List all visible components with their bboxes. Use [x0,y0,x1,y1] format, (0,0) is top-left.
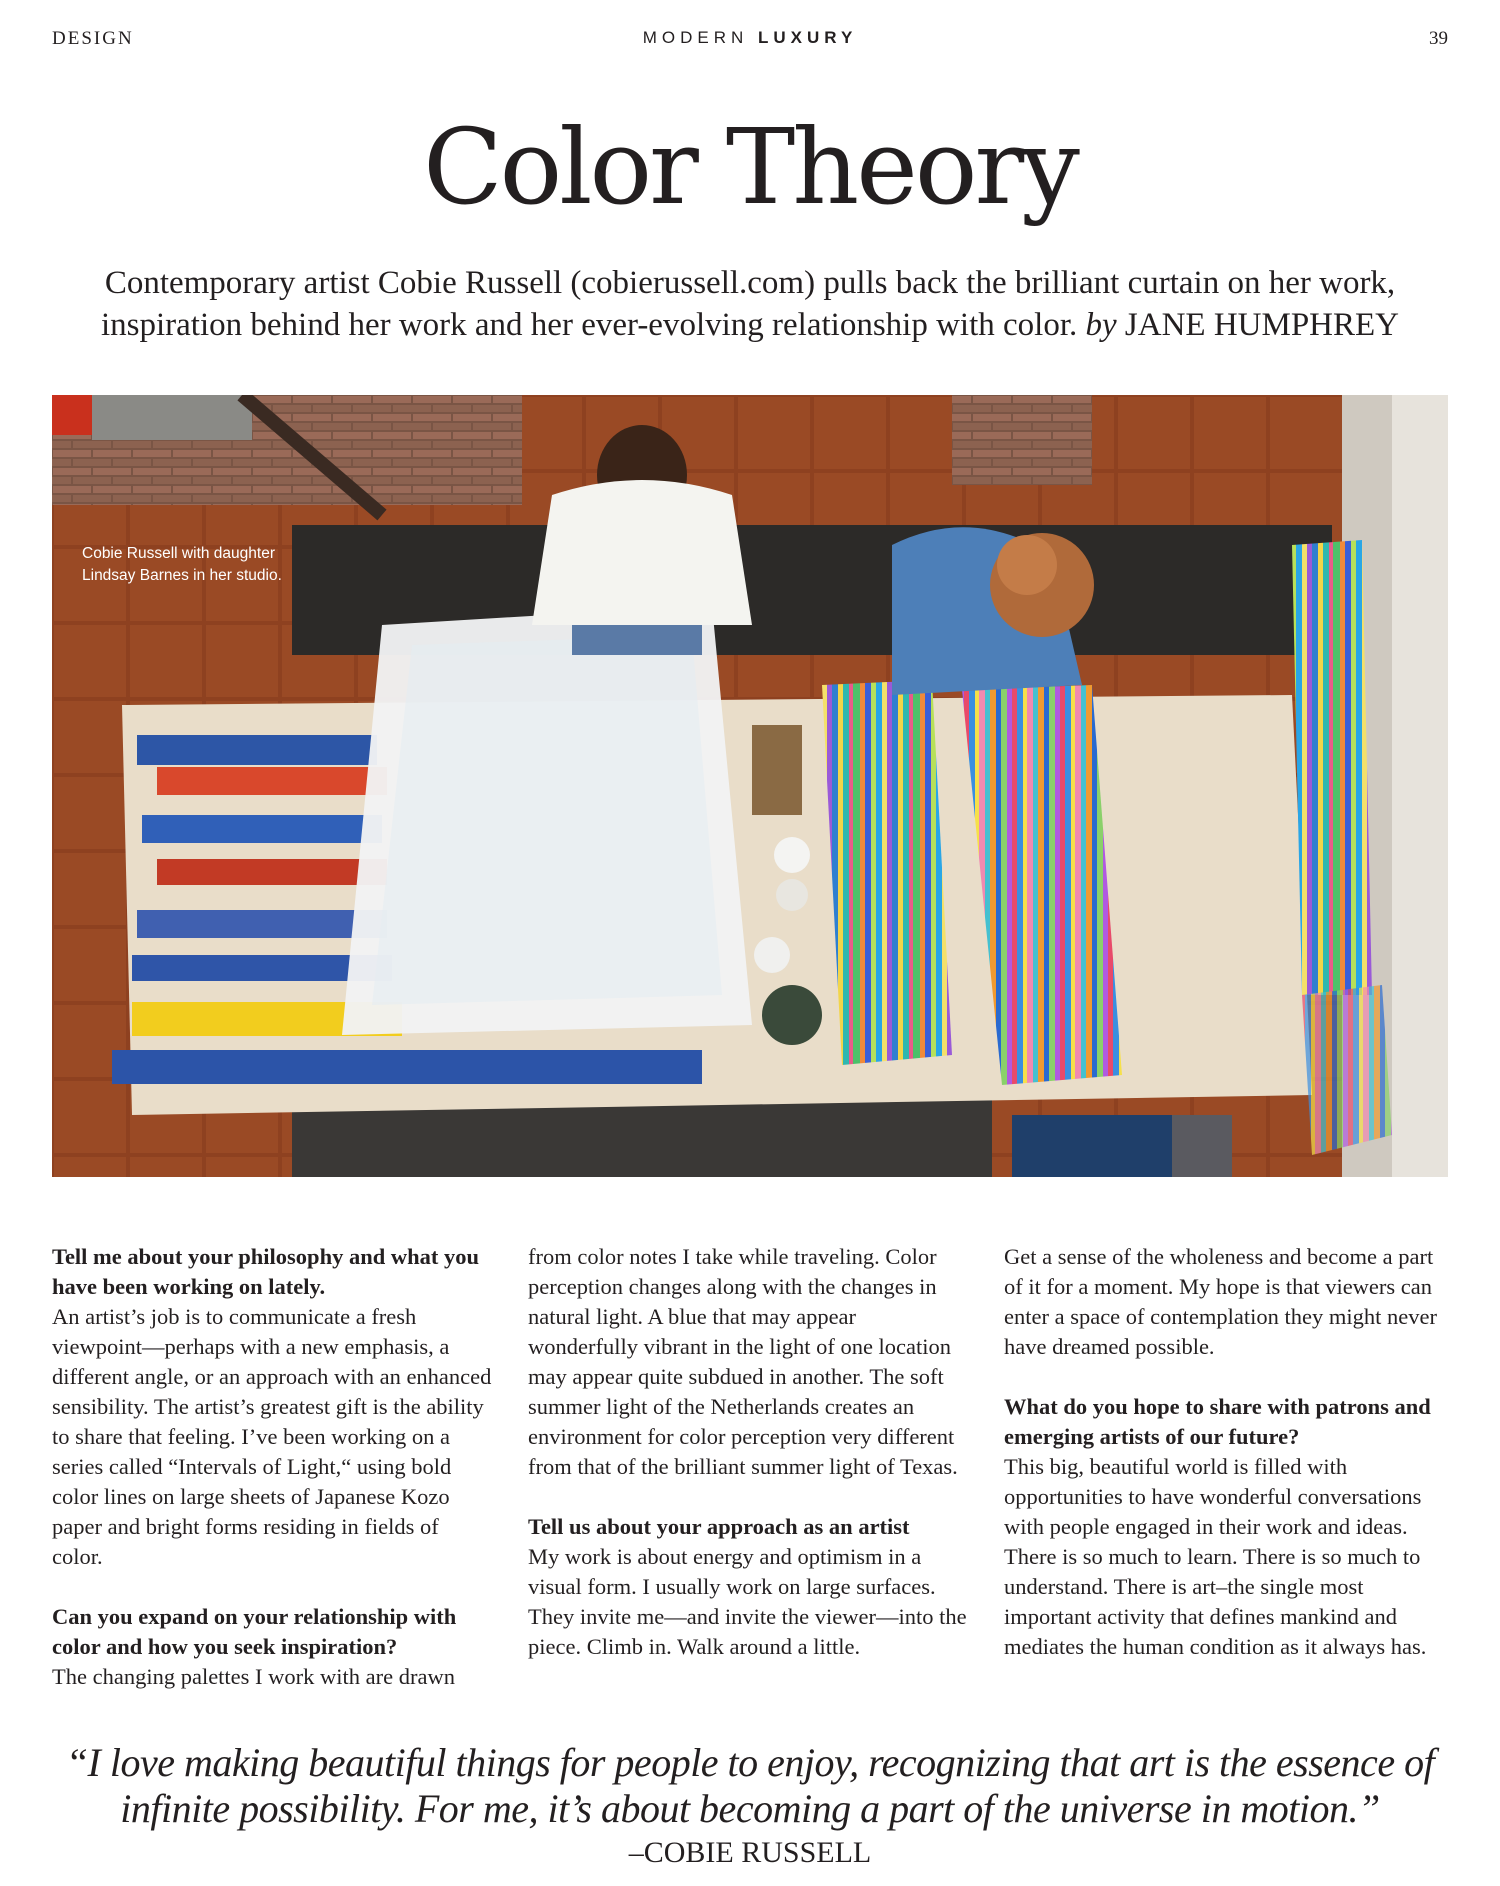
pull-quote: “I love making beautiful things for people to enjoy, recognizing that art is the essence of infinite possibility. For me, it’s about becoming a part of the universe in motion.” [65,1740,1435,1831]
dek-text: Contemporary artist Cobie Russell (cobierussell.com) pulls back the brilliant curtain on her work, inspiration behind her work and her ever-evolving relationship with color. [100,265,1396,343]
article-column-2 [528,1242,968,1662]
article-title: Color Theory [423,106,1077,228]
answer-4: This big, beautiful world is filled with opportunities to have wonderful conversations with people engaged in their work and ideas. There is so much to learn. There is so much to understand. There is art–the single most important activity that defines mankind and mediates the human condition as it always has. [1004,1454,1427,1659]
article-dek [60,262,1440,346]
question-3: Tell us about your approach as an artist [528,1514,910,1539]
answer-2-start: The changing palettes I work with are drawn [52,1664,455,1689]
byline-by: by [1085,307,1117,343]
question-2: Can you expand on your relationship with color and how you seek inspiration? [52,1604,457,1659]
question-1: Tell me about your philosophy and what you have been working on lately. [52,1244,480,1299]
studio-photo [52,395,1448,1177]
answer-3: My work is about energy and optimism in a visual form. I usually work on large surfaces. They invite me—and invite the viewer—into the piece. Climb in. Walk around a little. [528,1544,967,1659]
masthead-logo [0,28,1500,48]
masthead-part-2: LUXURY [758,28,858,47]
page-number: 39 [1429,28,1448,49]
answer-1: An artist’s job is to communicate a fresh viewpoint—perhaps with a new emphasis, a different angle, or an approach with an enhanced sensibility. The artist’s greatest gift is the ability to share that feeling. I’ve been working on a series called “Intervals of Light,“ using bold color lines on large sheets of Japanese Kozo paper and bright forms residing in fields of color. [52,1304,492,1569]
article-column-1 [52,1242,492,1692]
masthead-part-1: MODERN [642,28,749,47]
section-label: DESIGN [52,28,134,49]
article-column-3 [1004,1242,1444,1662]
question-4: What do you hope to share with patrons and emerging artists of our future? [1004,1394,1431,1449]
studio-photo-illustration [52,395,1448,1177]
answer-3-cont: Get a sense of the wholeness and become a part of it for a moment. My hope is that viewers can enter a space of contemplation they might never have dreamed possible. [1004,1244,1437,1359]
answer-2-cont: from color notes I take while traveling. Color perception changes along with the changes in natural light. A blue that may appear wonderfully vibrant in the light of one location may appear quite subdued in another. The soft summer light of the Netherlands creates an environment for color perception very different from that of the brilliant summer light of Texas. [528,1244,958,1479]
byline-author: JANE HUMPHREY [1124,307,1400,343]
pull-quote-attribution: –COBIE RUSSELL [628,1836,872,1869]
photo-caption: Cobie Russell with daughter Lindsay Barnes in her studio. [82,545,282,584]
